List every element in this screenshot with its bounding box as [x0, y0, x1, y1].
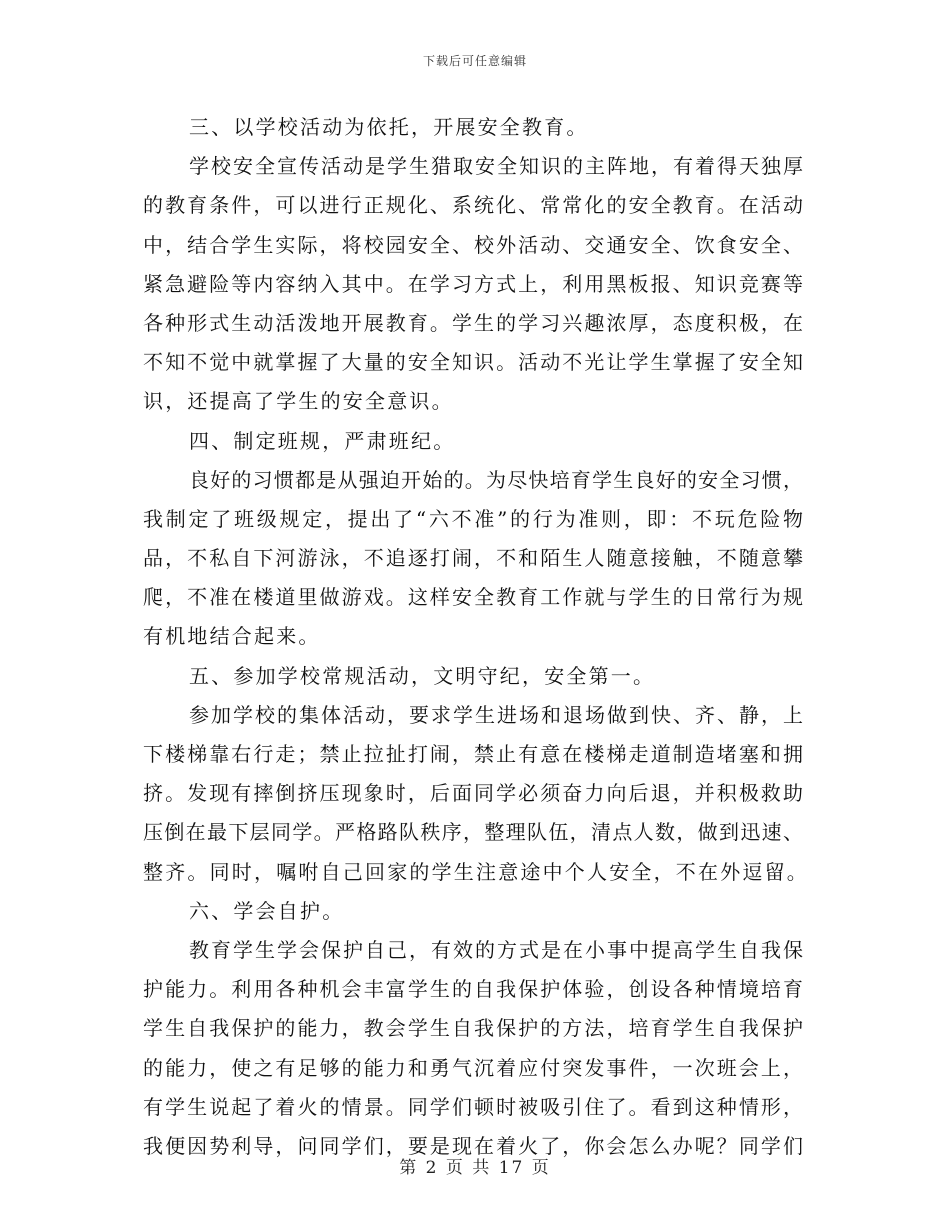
page-header: 下载后可任意编辑: [422, 54, 527, 68]
section-heading-4: 四、制定班规，严肃班纪。: [189, 428, 456, 453]
paragraph-line: 压倒在最下层同学。严格路队秩序，整理队伍，清点人数，做到迅速、: [143, 820, 803, 845]
section-heading-3: 三、以学校活动为依托，开展安全教育。: [189, 115, 589, 139]
paragraph-line: 爬，不准在楼道里做游戏。这样安全教育工作就与学生的日常行为规: [143, 585, 803, 610]
paragraph-line: 识，还提高了学生的安全意识。: [143, 389, 454, 414]
paragraph-line: 不知不觉中就掌握了大量的安全知识。活动不光让学生掌握了安全知: [143, 350, 803, 375]
paragraph-line: 有学生说起了着火的情景。同学们顿时被吸引住了。看到这种情形，: [143, 1094, 803, 1119]
paragraph-line: 参加学校的集体活动，要求学生进场和退场做到快、齐、静，上: [189, 702, 803, 727]
paragraph-line: 的教育条件，可以进行正规化、系统化、常常化的安全教育。在活动: [143, 193, 803, 218]
paragraph-line: 学生自我保护的能力，教会学生自我保护的方法，培育学生自我保护: [143, 1016, 803, 1041]
paragraph-line: 紧急避险等内容纳入其中。在学习方式上，利用黑板报、知识竞赛等: [143, 271, 803, 296]
paragraph-line: 我制定了班级规定，提出了“六不准”的行为准则，即：不玩危险物: [143, 506, 803, 531]
document-body: [143, 108, 809, 1166]
paragraph-line: 良好的习惯都是从强迫开始的。为尽快培育学生良好的安全习惯，: [189, 467, 803, 492]
paragraph-line: 护能力。利用各种机会丰富学生的自我保护体验，创设各种情境培育: [143, 977, 803, 1002]
paragraph-line: 学校安全宣传活动是学生猎取安全知识的主阵地，有着得天独厚: [189, 154, 803, 179]
paragraph-line: 各种形式生动活泼地开展教育。学生的学习兴趣浓厚，态度积极，在: [143, 310, 803, 335]
paragraph-line: 有机地结合起来。: [143, 624, 321, 649]
paragraph-line: 中，结合学生实际，将校园安全、校外活动、交通安全、饮食安全、: [143, 232, 803, 257]
section-heading-6: 六、学会自护。: [189, 898, 345, 923]
paragraph-line: 教育学生学会保护自己，有效的方式是在小事中提高学生自我保: [189, 937, 803, 962]
paragraph-line: 下楼梯靠右行走；禁止拉扯打闹，禁止有意在楼梯走道制造堵塞和拥: [143, 742, 803, 766]
paragraph-line: 整齐。同时，嘱咐自己回家的学生注意途中个人安全，不在外逗留。: [143, 859, 809, 884]
paragraph-line: 挤。发现有摔倒挤压现象时，后面同学必须奋力向后退，并积极救助: [143, 781, 803, 806]
section-heading-5: 五、参加学校常规活动，文明守纪，安全第一。: [189, 663, 656, 688]
paragraph-line: 我便因势利导，问同学们，要是现在着火了，你会怎么办呢？同学们: [143, 1133, 803, 1158]
page-footer: 第 2 页 共 17 页: [399, 1158, 551, 1178]
paragraph-line: 的能力，使之有足够的能力和勇气沉着应付突发事件，一次班会上，: [143, 1055, 803, 1080]
paragraph-line: 品，不私自下河游泳，不追逐打闹，不和陌生人随意接触，不随意攀: [143, 546, 803, 571]
